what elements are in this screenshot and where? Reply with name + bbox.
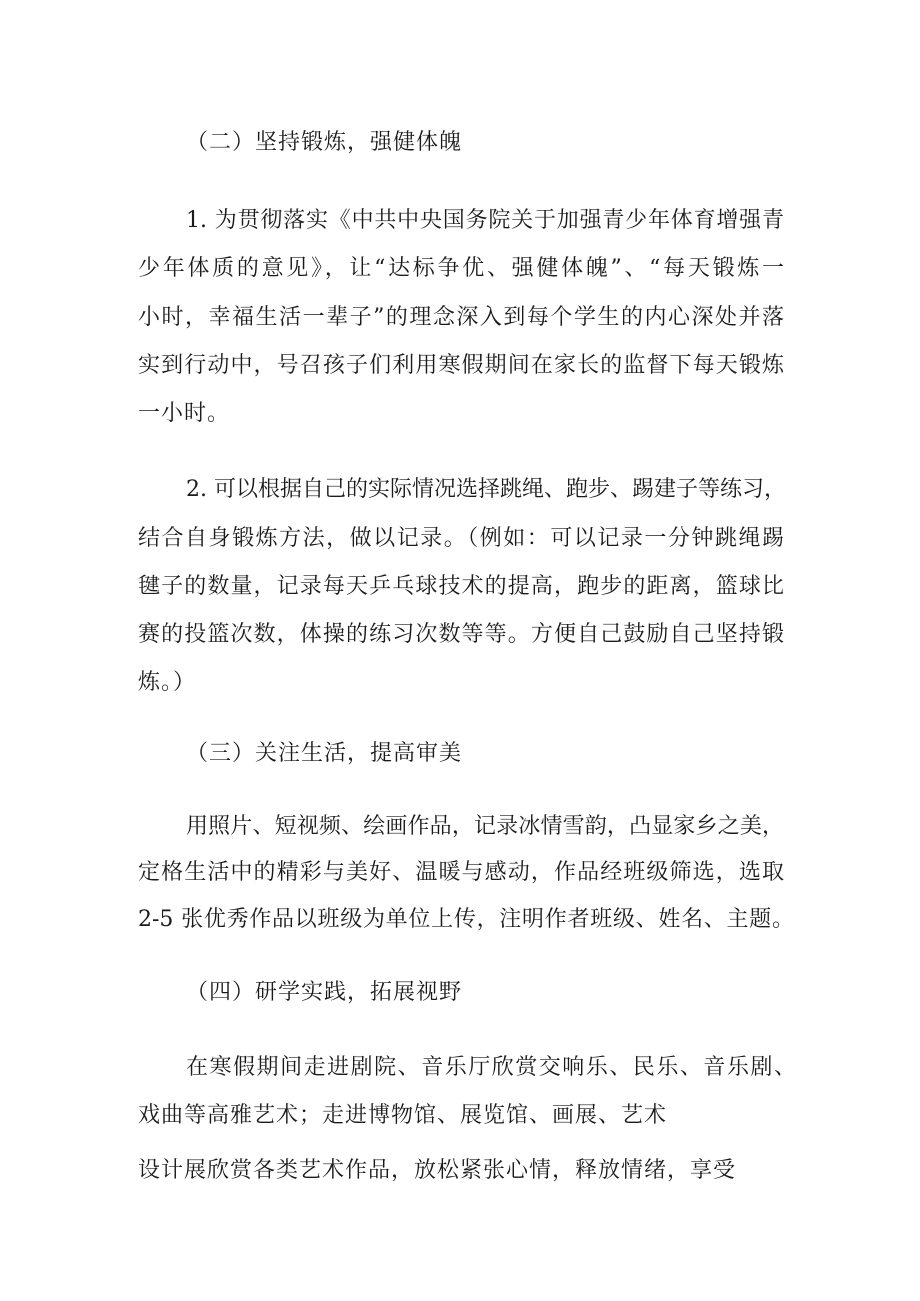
section-4-line-1: 在寒假期间走进剧院、音乐厅欣赏交响乐、民乐、音乐剧、 xyxy=(186,1055,796,1080)
item-1-line-5: 一小时。 xyxy=(138,401,231,426)
item-2-line-4: 赛的投篮次数，体操的练习次数等等。方便自己鼓励自己坚持锻 xyxy=(138,622,784,647)
item-2-line-2: 结合自身锻炼方法，做以记录。（例如：可以记录一分钟跳绳踢 xyxy=(138,526,784,551)
section-3-line-2: 定格生活中的精彩与美好、温暖与感动，作品经班级筛选，选取 xyxy=(138,860,784,885)
section-4-heading: （四）研学实践，拓展视野 xyxy=(186,980,463,1005)
section-4-line-2: 戏曲等高雅艺术；走进博物馆、展览馆、画展、艺术 xyxy=(138,1103,668,1128)
item-2-line-5: 炼。） xyxy=(138,670,197,695)
section-4-line-3: 设计展欣赏各类艺术作品，放松紧张心情，释放情绪，享受 xyxy=(138,1158,737,1183)
section-3-line-3: 2-5 张优秀作品以班级为单位上传，注明作者班级、姓名、主题。 xyxy=(138,907,794,932)
section-3-heading: （三）关注生活，提高审美 xyxy=(186,741,463,766)
item-1-line-4: 实到行动中，号召孩子们利用寒假期间在家长的监督下每天锻炼 xyxy=(138,353,784,378)
item-1-line-3: 小时，幸福生活一辈子”的理念深入到每个学生的内心深处并落 xyxy=(138,305,784,330)
item-2-line-3: 毽子的数量，记录每天乒乓球技术的提高，跑步的距离，篮球比 xyxy=(138,574,784,599)
item-1-line-2: 少年体质的意见》，让“达标争优、强健体魄”、“每天锻炼一 xyxy=(138,256,784,281)
section-2-heading: （二）坚持锻炼，强健体魄 xyxy=(186,130,463,155)
item-1-line-1: 1. 为贯彻落实《中共中央国务院关于加强青少年体育增强青 xyxy=(186,208,784,233)
item-2-line-1: 2. 可以根据自己的实际情况选择跳绳、跑步、踢建子等练习， xyxy=(186,477,786,502)
section-3-line-1: 用照片、短视频、绘画作品，记录冰情雪韵，凸显家乡之美， xyxy=(186,814,784,839)
